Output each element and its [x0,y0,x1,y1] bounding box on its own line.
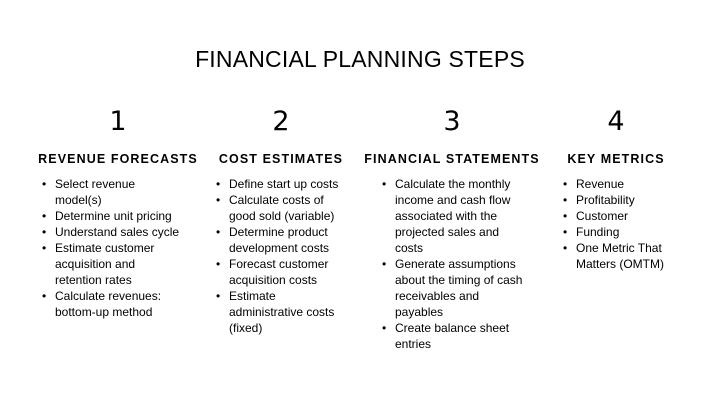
list-item: • Profitability [563,192,681,208]
list-item: • Estimate customer acquisition and retention rates [42,240,182,288]
list-item: • Customer [563,208,681,224]
step-number: 3 [443,106,461,137]
step-heading: REVENUE FORECASTS [38,152,198,166]
list-item: • One Metric That Matters (OMTM) [563,240,681,272]
step-list [563,176,681,272]
slide-title: FINANCIAL PLANNING STEPS [195,46,525,72]
list-item: • Understand sales cycle [42,224,182,240]
step-number: 4 [607,106,625,137]
list-item: • Generate assumptions about the timing of cash receivables and payables [382,256,528,320]
list-item: • Calculate revenues: bottom-up method [42,288,182,320]
step-number: 1 [109,106,127,137]
step-number: 2 [272,106,290,137]
list-item: • Estimate administrative costs (fixed) [216,288,340,336]
step-heading: KEY METRICS [567,152,665,166]
list-item: • Determine unit pricing [42,208,182,224]
list-item: • Select revenue model(s) [42,176,182,208]
list-item: • Determine product development costs [216,224,340,256]
step-list [382,176,528,352]
step-list [216,176,340,336]
step-heading: FINANCIAL STATEMENTS [364,152,540,166]
list-item: • Forecast customer acquisition costs [216,256,340,288]
step-list [42,176,182,320]
list-item: • Calculate the monthly income and cash flow associated with the projected sales and costs [382,176,528,256]
list-item: • Funding [563,224,681,240]
step-heading: COST ESTIMATES [218,152,344,166]
list-item: • Define start up costs [216,176,340,192]
list-item: • Create balance sheet entries [382,320,528,352]
list-item: • Revenue [563,176,681,192]
list-item: • Calculate costs of good sold (variable) [216,192,340,224]
